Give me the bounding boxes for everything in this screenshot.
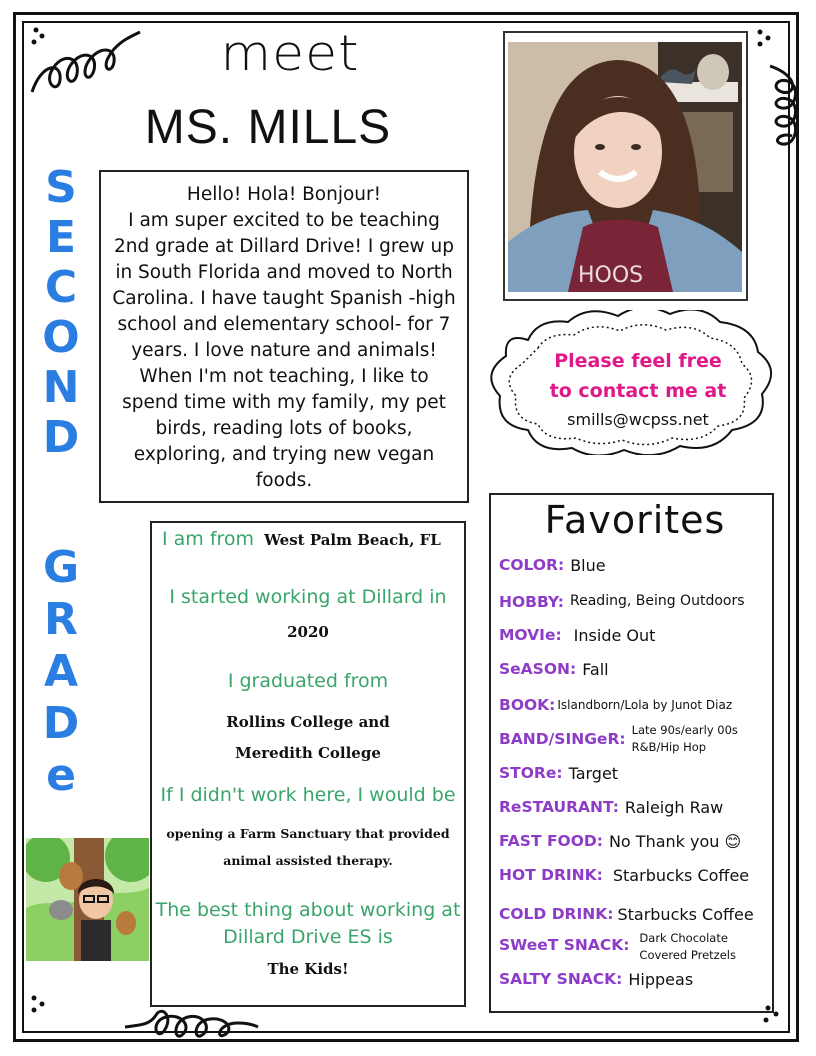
fav-label: MOVIe: — [499, 626, 562, 644]
letter: E — [45, 212, 77, 263]
fav-row-movie — [499, 626, 769, 645]
from-row — [162, 528, 462, 550]
graduated-line1: Rollins College and — [226, 713, 390, 731]
dots-doodle-bottom-left — [26, 992, 56, 1022]
started-value: 2020 — [287, 623, 329, 641]
fav-value: Target — [568, 764, 619, 783]
best-value: The Kids! — [267, 960, 349, 978]
fav-row-saltysnack — [499, 970, 769, 989]
fav-label: STORe: — [499, 764, 563, 782]
fav-row-fastfood — [499, 832, 769, 851]
loop-doodle-top-right — [740, 26, 800, 176]
fav-label: FAST FOOD: — [499, 832, 603, 850]
fav-value: Islandborn/Lola by Junot Diaz — [557, 698, 733, 712]
fav-value: Starbucks Coffee — [612, 866, 750, 885]
fav-label: COLD DRINK: — [499, 905, 614, 923]
contact-heading — [520, 346, 756, 406]
fav-value: Inside Out — [573, 626, 656, 645]
fav-row-hotdrink — [499, 866, 769, 885]
fav-value: Blue — [570, 556, 606, 575]
best-line2: Dillard Drive ES is — [223, 926, 393, 948]
vertical-word-grade — [38, 542, 84, 806]
meet-heading: meet — [220, 25, 360, 83]
letter: G — [42, 542, 80, 593]
letter: D — [42, 412, 80, 463]
contact-email[interactable]: smills@wcpss.net — [567, 410, 709, 429]
graduated-line2: Meredith College — [235, 744, 381, 762]
fav-label: HOBBY: — [499, 593, 565, 611]
ifnot-line2: animal assisted therapy. — [223, 853, 393, 868]
fav-label: COLOR: — [499, 556, 565, 574]
started-label: I started working at Dillard in — [169, 586, 447, 608]
ifnot-line1: opening a Farm Sanctuary that provided — [166, 826, 450, 841]
fav-row-color — [499, 556, 769, 575]
intro-box — [99, 170, 469, 503]
fav-row-restaurant — [499, 798, 769, 817]
fav-value: Reading, Being Outdoors — [570, 593, 745, 609]
fav-row-season — [499, 660, 769, 679]
graduated-label: I graduated from — [227, 670, 389, 692]
loop-doodle-top-left — [22, 22, 142, 102]
fav-row-store — [499, 764, 769, 783]
fav-row-book — [499, 696, 769, 714]
letter: A — [43, 646, 79, 697]
letter: R — [44, 594, 78, 645]
from-value: West Palm Beach, FL — [264, 531, 441, 549]
bitmoji-illustration — [26, 838, 149, 961]
fav-value: Starbucks Coffee — [617, 905, 754, 924]
fav-row-sweetsnack — [499, 930, 769, 964]
teacher-name: MS. MILLS — [144, 101, 392, 154]
teacher-photo — [508, 42, 742, 292]
fav-value: Fall — [582, 660, 609, 679]
letter: e — [46, 750, 76, 801]
fav-label: HOT DRINK: — [499, 866, 603, 884]
fav-value: Hippeas — [628, 970, 694, 989]
contact-line2: to contact me at — [549, 380, 727, 402]
fav-label: BAND/SINGeR: — [499, 730, 626, 748]
vertical-word-second — [38, 162, 84, 466]
contact-line1: Please feel free — [554, 350, 722, 372]
fav-value: Late 90s/early 00s R&B/Hip Hop — [631, 723, 738, 754]
letter: S — [45, 162, 77, 213]
fav-label: BOOK: — [499, 696, 556, 714]
shirt-text: HOOS — [578, 263, 644, 288]
ifnot-label: If I didn't work here, I would be — [160, 784, 456, 806]
favorites-title: Favorites — [544, 498, 726, 542]
fav-row-colddrink — [499, 905, 769, 924]
fav-row-band — [499, 722, 769, 756]
fav-label: SeASON: — [499, 660, 577, 678]
letter: D — [42, 698, 80, 749]
fav-value: Raleigh Raw — [624, 798, 724, 817]
loop-doodle-bottom — [120, 1005, 260, 1050]
fav-value: Dark Chocolate Covered Pretzels — [639, 931, 736, 962]
intro-text: Hello! Hola! Bonjour! I am super excited to be teaching 2nd grade at Dillard Drive! I grew up in South Florida and moved to North Carolina. I have taught Spanish -high school and elementary school- for 7 years. I love nature and animals! When I'm not teaching, I like to spend time with my family, my pet birds, reading lots of books, exploring, and trying new vegan foods. — [112, 184, 456, 491]
letter: N — [42, 362, 80, 413]
fav-value: No Thank you 😊 — [608, 832, 742, 851]
best-line1: The best thing about working at — [155, 899, 461, 921]
fav-row-hobby — [499, 593, 769, 611]
letter: C — [44, 262, 78, 313]
from-label: I am from — [162, 528, 255, 550]
letter: O — [42, 312, 80, 363]
fav-label: SWeeT SNACK: — [499, 936, 630, 954]
fav-label: ReSTAURANT: — [499, 798, 619, 816]
fav-label: SALTY SNACK: — [499, 970, 623, 988]
